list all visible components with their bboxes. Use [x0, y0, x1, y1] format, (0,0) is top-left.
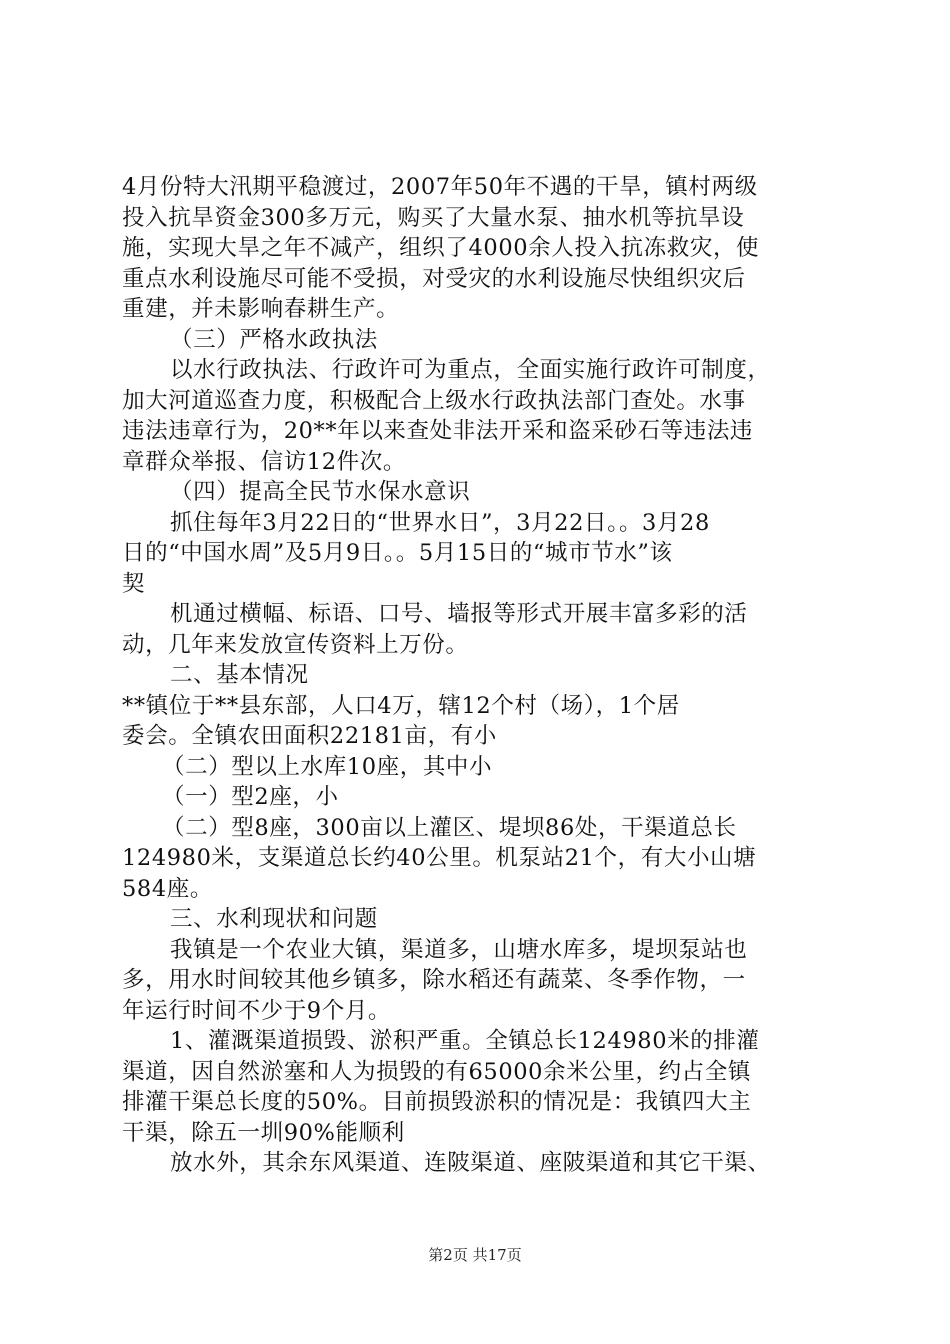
section-heading: （四）提高全民节水保水意识 — [170, 479, 471, 505]
text-line: 年运行时间不少于9个月。 — [122, 997, 392, 1024]
document-body — [122, 172, 842, 1179]
text-line: 放水外，其余东风渠道、连陂渠道、座陂渠道和其它干渠、 — [170, 1150, 771, 1176]
text-line: 投入抗旱资金300多万元，购买了大量水泵、抽水机等抗旱设 — [122, 204, 745, 231]
text-line: 以水行政执法、行政许可为重点，全面实施行政许可制度， — [170, 357, 771, 383]
text-line: 日的“中国水周”及5月9日。。5月15日的“城市节水”该 — [122, 540, 673, 566]
text-line: 章群众举报、信访12件次。 — [122, 448, 406, 475]
text-line: 干渠，除五一圳90%能顺利 — [122, 1119, 405, 1146]
text-line: 动，几年来发放宣传资料上万份。 — [122, 631, 469, 658]
page-number-label: 第2页 共17页 — [428, 1246, 522, 1264]
text-line: 委会。全镇农田面积22181亩，有小 — [122, 723, 497, 749]
text-line: 124980米，支渠道总长约40公里。机泵站21个，有大小山塘 — [122, 845, 757, 871]
text-line: 1、灌溉渠道损毁、淤积严重。全镇总长124980米的排灌 — [170, 1028, 760, 1054]
section-heading: 三、水利现状和问题 — [170, 906, 378, 932]
text-line: （二）型8座，300亩以上灌区、堤坝86处，干渠道总长 — [162, 814, 737, 841]
text-line: （二）型以上水库10座，其中小 — [162, 753, 493, 780]
text-line: 加大河道巡查力度，积极配合上级水行政执法部门查处。水事 — [122, 387, 746, 414]
text-line: 排灌干渠总长度的50%。目前损毁淤积的情况是：我镇四大主 — [122, 1089, 752, 1115]
text-line: 584座。 — [122, 875, 213, 902]
text-line: 契 — [122, 570, 146, 597]
section-heading: 二、基本情况 — [170, 662, 309, 688]
text-line: 重点水利设施尽可能不受损，对受灾的水利设施尽快组织灾后 — [122, 265, 746, 292]
text-line: （一）型2座，小 — [162, 784, 339, 810]
text-line: 重建，并未影响春耕生产。 — [122, 296, 400, 322]
text-line: 渠道，因自然淤塞和人为损毁的有65000余米公里，约占全镇 — [122, 1058, 751, 1085]
text-line: 施，实现大旱之年不减产，组织了4000余人投入抗冻救灾，使 — [122, 235, 760, 261]
text-line: 多，用水时间较其他乡镇多，除水稻还有蔬菜、冬季作物，一 — [122, 967, 746, 993]
page-footer — [0, 1244, 950, 1265]
text-line: 我镇是一个农业大镇，渠道多，山塘水库多，堤坝泵站也 — [170, 936, 748, 963]
text-line: 抓住每年3月22日的“世界水日”，3月22日。。3月28 — [170, 509, 710, 536]
text-line: 违法违章行为，20**年以来查处非法开采和盗采砂石等违法违 — [122, 418, 754, 444]
section-heading: （三）严格水政执法 — [170, 326, 378, 353]
text-line: 机通过横幅、标语、口号、墙报等形式开展丰富多彩的活 — [170, 601, 748, 627]
text-line: 4月份特大汛期平稳渡过，2007年50年不遇的干旱，镇村两级 — [122, 174, 758, 200]
text-line: **镇位于**县东部，人口4万，辖12个村（场），1个居 — [122, 692, 680, 719]
